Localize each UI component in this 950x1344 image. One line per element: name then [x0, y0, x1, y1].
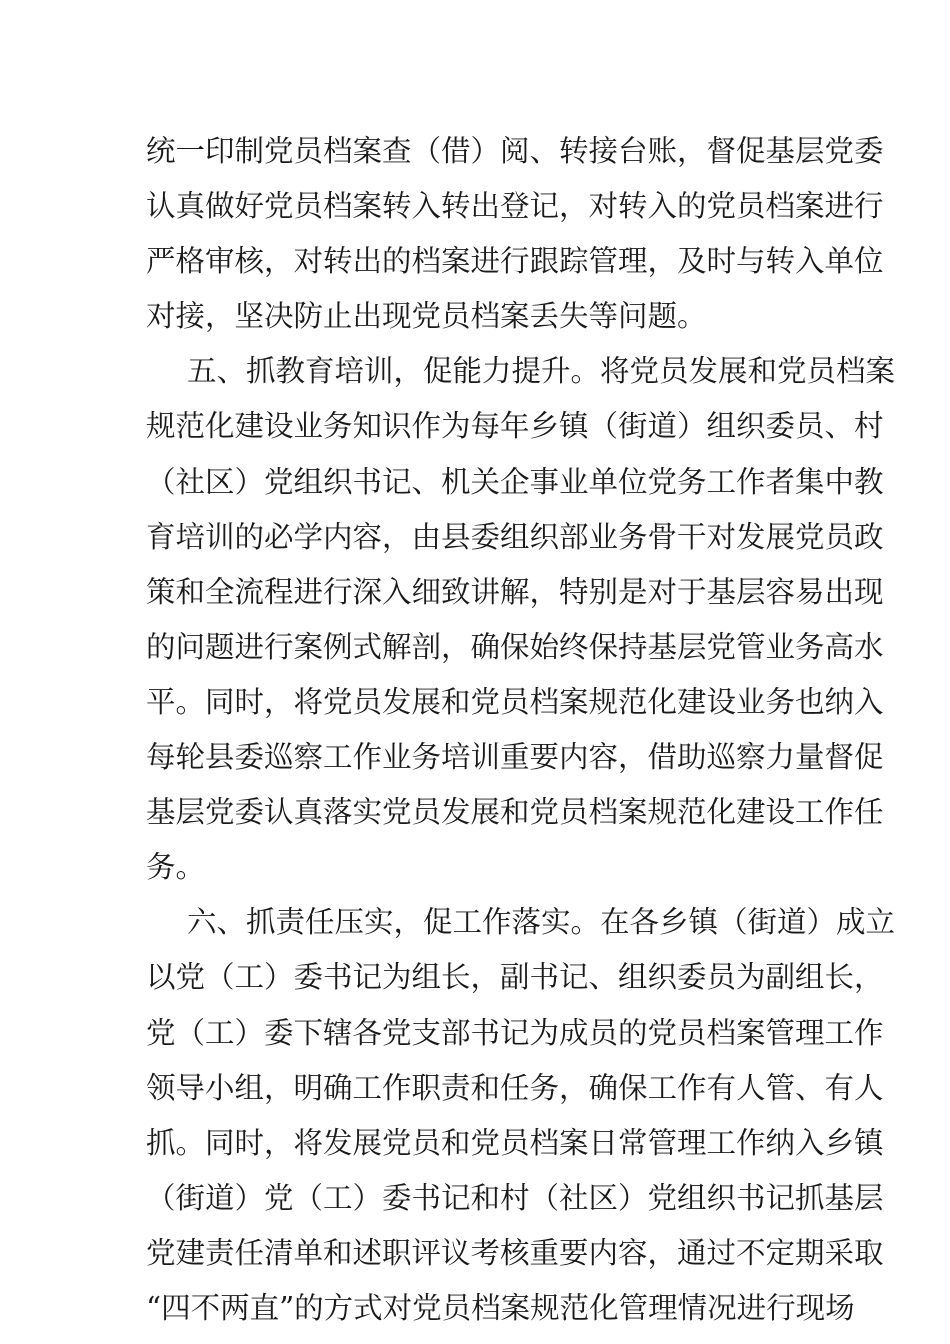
text-line: 务。 [146, 850, 206, 885]
text-line: 抓。同时，将发展党员和党员档案日常管理工作纳入乡镇 [146, 1125, 884, 1160]
text-line: 党（工）委下辖各党支部书记为成员的党员档案管理工作 [146, 1015, 884, 1050]
text-line: 育培训的必学内容，由县委组织部业务骨干对发展党员政 [146, 519, 884, 554]
text-line: 每轮县委巡察工作业务培训重要内容，借助巡察力量督促 [146, 740, 884, 775]
text-line: 平。同时，将党员发展和党员档案规范化建设业务也纳入 [146, 684, 884, 719]
text-line: 策和全流程进行深入细致讲解，特别是对于基层容易出现 [146, 574, 884, 609]
text-line: 的问题进行案例式解剖，确保始终保持基层党管业务高水 [146, 629, 884, 664]
text-line: 规范化建设业务知识作为每年乡镇（街道）组织委员、村 [146, 409, 884, 444]
text-line: “四不两直”的方式对党员档案规范化管理情况进行现场 [146, 1290, 855, 1325]
text-line: 五、抓教育培训，促能力提升。将党员发展和党员档案 [187, 354, 896, 389]
text-line: 以党（工）委书记为组长，副书记、组织委员为副组长， [146, 960, 884, 995]
text-line: （社区）党组织书记、机关企事业单位党务工作者集中教 [146, 464, 884, 499]
text-line: 基层党委认真落实党员发展和党员档案规范化建设工作任 [146, 795, 884, 830]
text-line: 领导小组，明确工作职责和任务，确保工作有人管、有人 [146, 1070, 884, 1105]
text-line: 对接，坚决防止出现党员档案丢失等问题。 [146, 299, 707, 334]
text-line: 六、抓责任压实，促工作落实。在各乡镇（街道）成立 [187, 905, 896, 940]
text-line: 严格审核，对转出的档案进行跟踪管理，及时与转入单位 [146, 244, 884, 279]
text-line: 认真做好党员档案转入转出登记，对转入的党员档案进行 [146, 189, 884, 224]
body-text [146, 124, 896, 1336]
text-line: 党建责任清单和述职评议考核重要内容，通过不定期采取 [146, 1235, 884, 1270]
text-line: （街道）党（工）委书记和村（社区）党组织书记抓基层 [146, 1180, 884, 1215]
text-line: 统一印制党员档案查（借）阅、转接台账，督促基层党委 [146, 134, 884, 168]
